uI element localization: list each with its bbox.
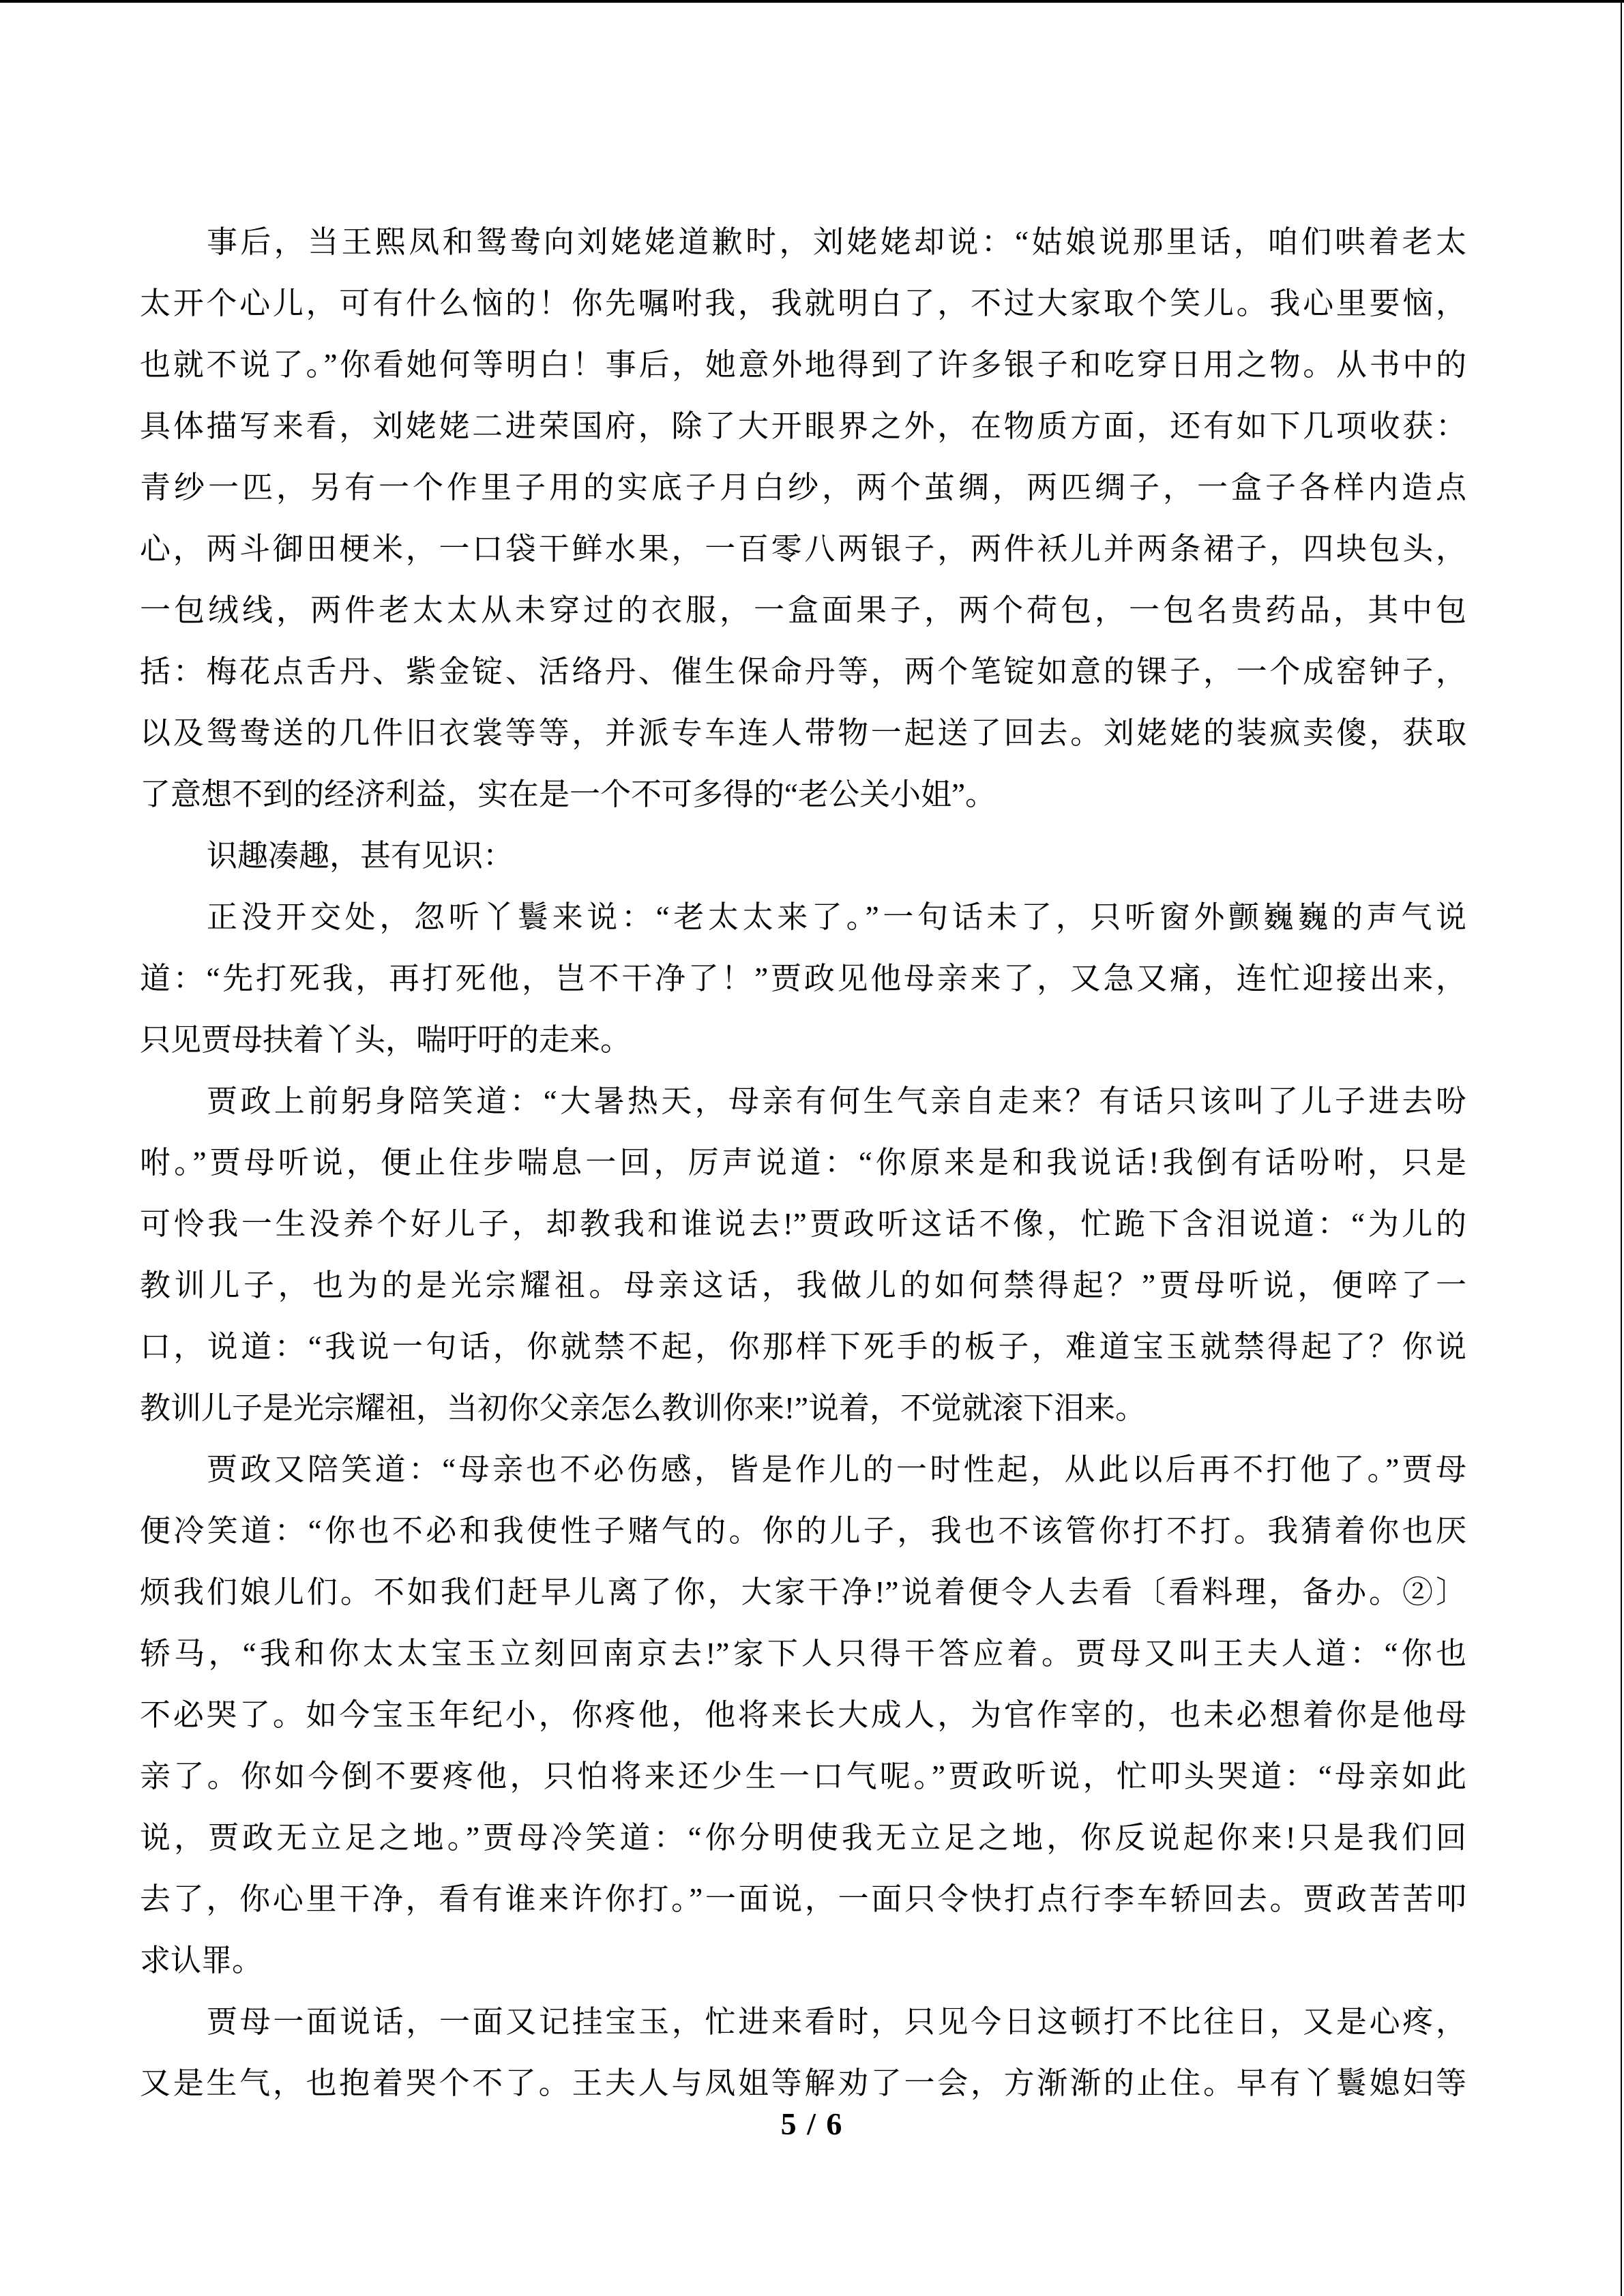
text-line: 烦我们娘儿们。不如我们赶早儿离了你，大家干净!”说着便令人去看〔看料理，备办。②〕 [140,1575,1466,1609]
paragraph [140,825,1466,886]
text-line: 便冷笑道：“你也不必和我使性子赌气的。你的儿子，我也不该管你打不打。我猜着你也厌 [140,1514,1466,1548]
top-border-line [0,0,1624,3]
text-line: 贾母一面说话，一面又记挂宝玉，忙进来看时，只见今日这顿打不比往日，又是心疼， [207,2005,1466,2039]
document-body-text [140,211,1466,2114]
text-line: 教训儿子，也为的是光宗耀祖。母亲这话，我做儿的如何禁得起？”贾母听说，便啐了一 [140,1268,1466,1302]
text-line: 只见贾母扶着丫头，喘吁吁的走来。 [140,1023,632,1057]
text-line: 括：梅花点舌丹、紫金锭、活络丹、催生保命丹等，两个笔锭如意的锞子，一个成窑钟子， [140,655,1466,689]
text-line: 轿马，“我和你太太宝玉立刻回南京去!”家下人只得干答应着。贾母又叫王夫人道：“你也 [140,1637,1466,1671]
text-line: 道：“先打死我，再打死他，岂不干净了！”贾政见他母亲来了，又急又痛，连忙迎接出来， [140,961,1466,996]
text-line: 正没开交处，忽听丫鬟来说：“老太太来了。”一句话未了，只听窗外颤巍巍的声气说 [207,900,1466,934]
text-line: 了意想不到的经济利益，实在是一个不可多得的“老公关小姐”。 [140,777,996,811]
text-line: 求认罪。 [140,1943,263,1978]
text-line: 一包绒线，两件老太太从未穿过的衣服，一盒面果子，两个荷包，一包名贵药品，其中包 [140,593,1466,627]
text-line: 又是生气，也抱着哭个不了。王夫人与凤姐等解劝了一会，方渐渐的止住。早有丫鬟媳妇等 [140,2066,1466,2100]
text-line: 青纱一匹，另有一个作里子用的实底子月白纱，两个茧绸，两匹绸子，一盒子各样内造点 [140,471,1466,505]
text-line: 贾政又陪笑道：“母亲也不必伤感，皆是作儿的一时性起，从此以后再不打他了。”贾母 [207,1452,1466,1487]
text-line: 事后，当王熙凤和鸳鸯向刘姥姥道歉时，刘姥姥却说：“姑娘说那里话，咱们哄着老太 [207,225,1466,259]
text-line: 心，两斗御田梗米，一口袋干鲜水果，一百零八两银子，两件袄儿并两条裙子，四块包头， [140,532,1466,566]
text-line: 贾政上前躬身陪笑道：“大暑热天，母亲有何生气亲自走来？有话只该叫了儿子进去吩 [207,1084,1466,1118]
page-number: 5 / 6 [780,2106,844,2141]
text-line: 口，说道：“我说一句话，你就禁不起，你那样下死手的板子，难道宝玉就禁得起了？你说 [140,1330,1466,1364]
text-line: 具体描写来看，刘姥姥二进荣国府，除了大开眼界之外，在物质方面，还有如下几项收获： [140,409,1466,443]
text-line: 太开个心儿，可有什么恼的！你先嘱咐我，我就明白了，不过大家取个笑儿。我心里要恼， [140,286,1466,320]
text-line: 说，贾政无立足之地。”贾母冷笑道：“你分明使我无立足之地，你反说起你来!只是我们回 [140,1821,1466,1855]
text-line: 去了，你心里干净，看有谁来许你打。”一面说，一面只令快打点行李车轿回去。贾政苦苦叩 [140,1882,1466,1916]
paragraph [140,1991,1466,2114]
text-line: 识趣凑趣，甚有见识： [207,839,514,873]
text-line: 教训儿子是光宗耀祖，当初你父亲怎么教训你来!”说着，不觉就滚下泪来。 [140,1391,1146,1425]
text-line: 以及鸳鸯送的几件旧衣裳等等，并派专车连人带物一起送了回去。刘姥姥的装疯卖傻，获取 [140,716,1466,750]
text-line: 咐。”贾母听说，便止住步喘息一回，厉声说道：“你原来是和我说话!我倒有话吩咐，只是 [140,1146,1466,1180]
page-footer [0,2100,1624,2148]
paragraph [140,211,1466,825]
text-line: 也就不说了。”你看她何等明白！事后，她意外地得到了许多银子和吃穿日用之物。从书中的 [140,348,1466,382]
text-line: 可怜我一生没养个好儿子，却教我和谁说去!”贾政听这话不像，忙跪下含泪说道：“为儿的 [140,1207,1466,1241]
text-line: 不必哭了。如今宝玉年纪小，你疼他，他将来长大成人，为官作宰的，也未必想着你是他母 [140,1698,1466,1732]
right-border-line [1621,0,1622,2296]
paragraph [140,886,1466,1071]
paragraph [140,1439,1466,1991]
text-line: 亲了。你如今倒不要疼他，只怕将来还少生一口气呢。”贾政听说，忙叩头哭道：“母亲如此 [140,1759,1466,1793]
paragraph [140,1071,1466,1439]
